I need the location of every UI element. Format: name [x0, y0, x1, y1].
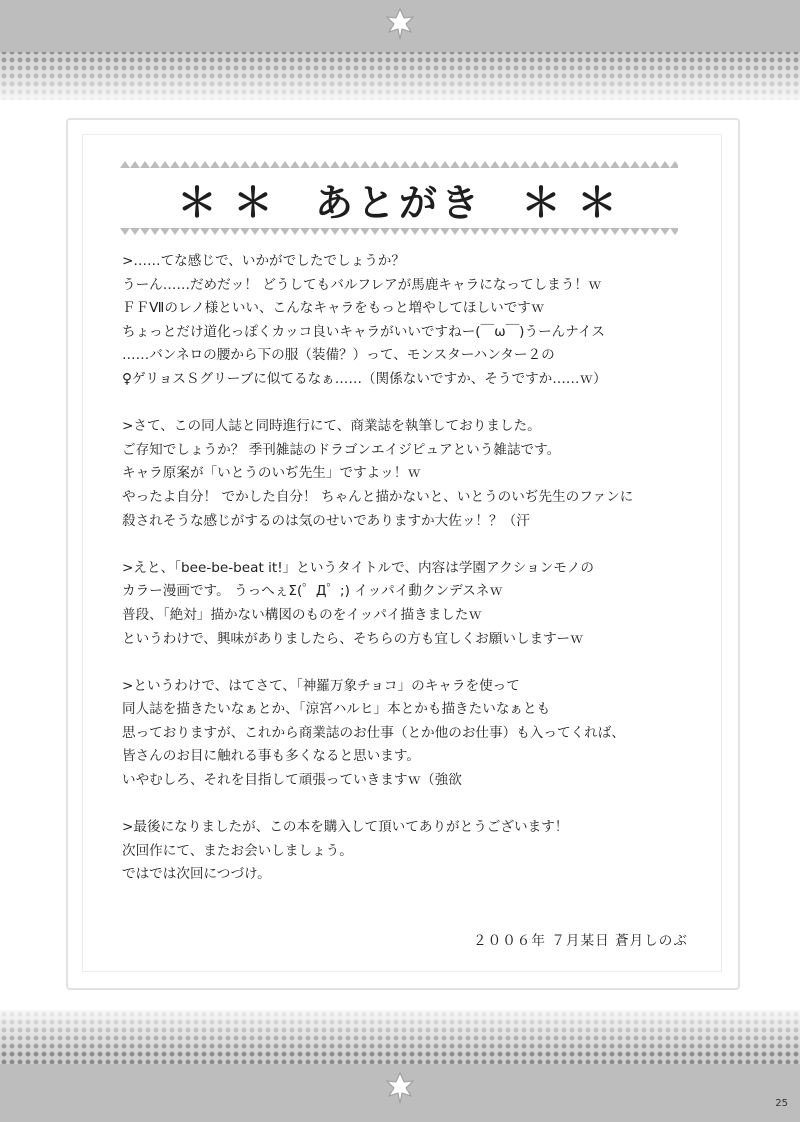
- text-line: いやむしろ、それを目指して頑張っていきますｗ（強欲: [122, 772, 462, 789]
- text-line: うーん……だめだッ！ どうしてもバルフレアが馬鹿キャラになってしまう！ｗ: [122, 276, 602, 293]
- text-line: 殺されそうな感じがするのは気のせいでありますか大佐ッ！？（汗: [122, 512, 530, 529]
- page-title: [120, 172, 678, 226]
- text-line: 同人誌を描きたいなぁとか、「涼宮ハルヒ」本とかも描きたいなぁとも: [122, 701, 551, 718]
- asterisk-icon: ＊: [176, 179, 221, 226]
- text-line: >というわけで、はてさて、「神羅万象チョコ」のキャラを使って: [122, 677, 520, 694]
- afterword-body: [122, 250, 682, 887]
- text-line: ちょっとだけ道化っぽくカッコ良いキャラがいいですねー(￣ω￣)うーんナイス: [122, 323, 605, 340]
- text-line: やったよ自分！ でかした自分！ ちゃんと描かないと、いとうのいぢ先生のファンに: [122, 488, 634, 505]
- text-line: というわけで、興味がありましたら、そちらの方も宜しくお願いしますーｗ: [122, 630, 584, 647]
- text-line: 次回作にて、またお会いしましょう。: [122, 842, 353, 859]
- signature: ２００６年 ７月某日 蒼月しのぶ: [473, 933, 688, 949]
- top-fade: [0, 52, 800, 100]
- text-line: >最後になりましたが、この本を購入して頂いてありがとうございます！: [122, 819, 569, 836]
- title-text: あとがき: [314, 180, 483, 225]
- page-number: 25: [775, 1098, 788, 1109]
- paragraph-gap: [122, 392, 682, 416]
- text-line: カラー漫画です。 うっへぇΣ(゜Д゜;) イッパイ動クンデスネｗ: [122, 583, 503, 600]
- text-line: >さて、この同人誌と同時進行にて、商業誌を執筆しておりました。: [122, 418, 541, 435]
- text-line: ＦＦⅦのレノ様といい、こんなキャラをもっと増やしてほしいですｗ: [122, 300, 545, 317]
- leaf-ornament-icon: [380, 1068, 420, 1108]
- text-line: >えと、「bee-be-beat it!」というタイトルで、内容は学園アクションモノの: [122, 559, 594, 576]
- title-zigzag-bottom: [120, 226, 678, 238]
- paragraph-gap: [122, 533, 682, 557]
- asterisk-icon: ＊: [577, 179, 621, 226]
- asterisk-icon: ＊: [521, 179, 565, 226]
- title-zigzag-top: [120, 158, 678, 170]
- text-line: ではでは次回につづけ。: [122, 866, 271, 883]
- paragraph-gap: [122, 793, 682, 817]
- text-line: ……バンネロの腰から下の服（装備？）って、モンスターハンター２の: [122, 347, 555, 364]
- text-line: 思っておりますが、これから商業誌のお仕事（とか他のお仕事）も入ってくれば、: [122, 724, 625, 741]
- text-line: 普段、「絶対」描かない構図のものをイッパイ描きましたｗ: [122, 606, 482, 623]
- text-line: キャラ原案が「いとうのいぢ先生」ですよッ！ｗ: [122, 465, 421, 482]
- leaf-ornament-icon: [380, 4, 420, 44]
- text-line: 皆さんのお目に触れる事も多くなると思います。: [122, 748, 420, 765]
- text-line: ご存知でしょうか？ 季刊雑誌のドラゴンエイジピュアという雑誌です。: [122, 441, 561, 458]
- bottom-fade: [0, 1010, 800, 1056]
- paragraph-gap: [122, 651, 682, 675]
- text-line: ♀ゲリョスＳグリーブに似てるなぁ……（関係ないですか、そうですか……ｗ）: [122, 370, 607, 387]
- text-line: >……てな感じで、いかがでしたでしょうか？: [122, 253, 405, 269]
- asterisk-icon: ＊: [232, 179, 277, 226]
